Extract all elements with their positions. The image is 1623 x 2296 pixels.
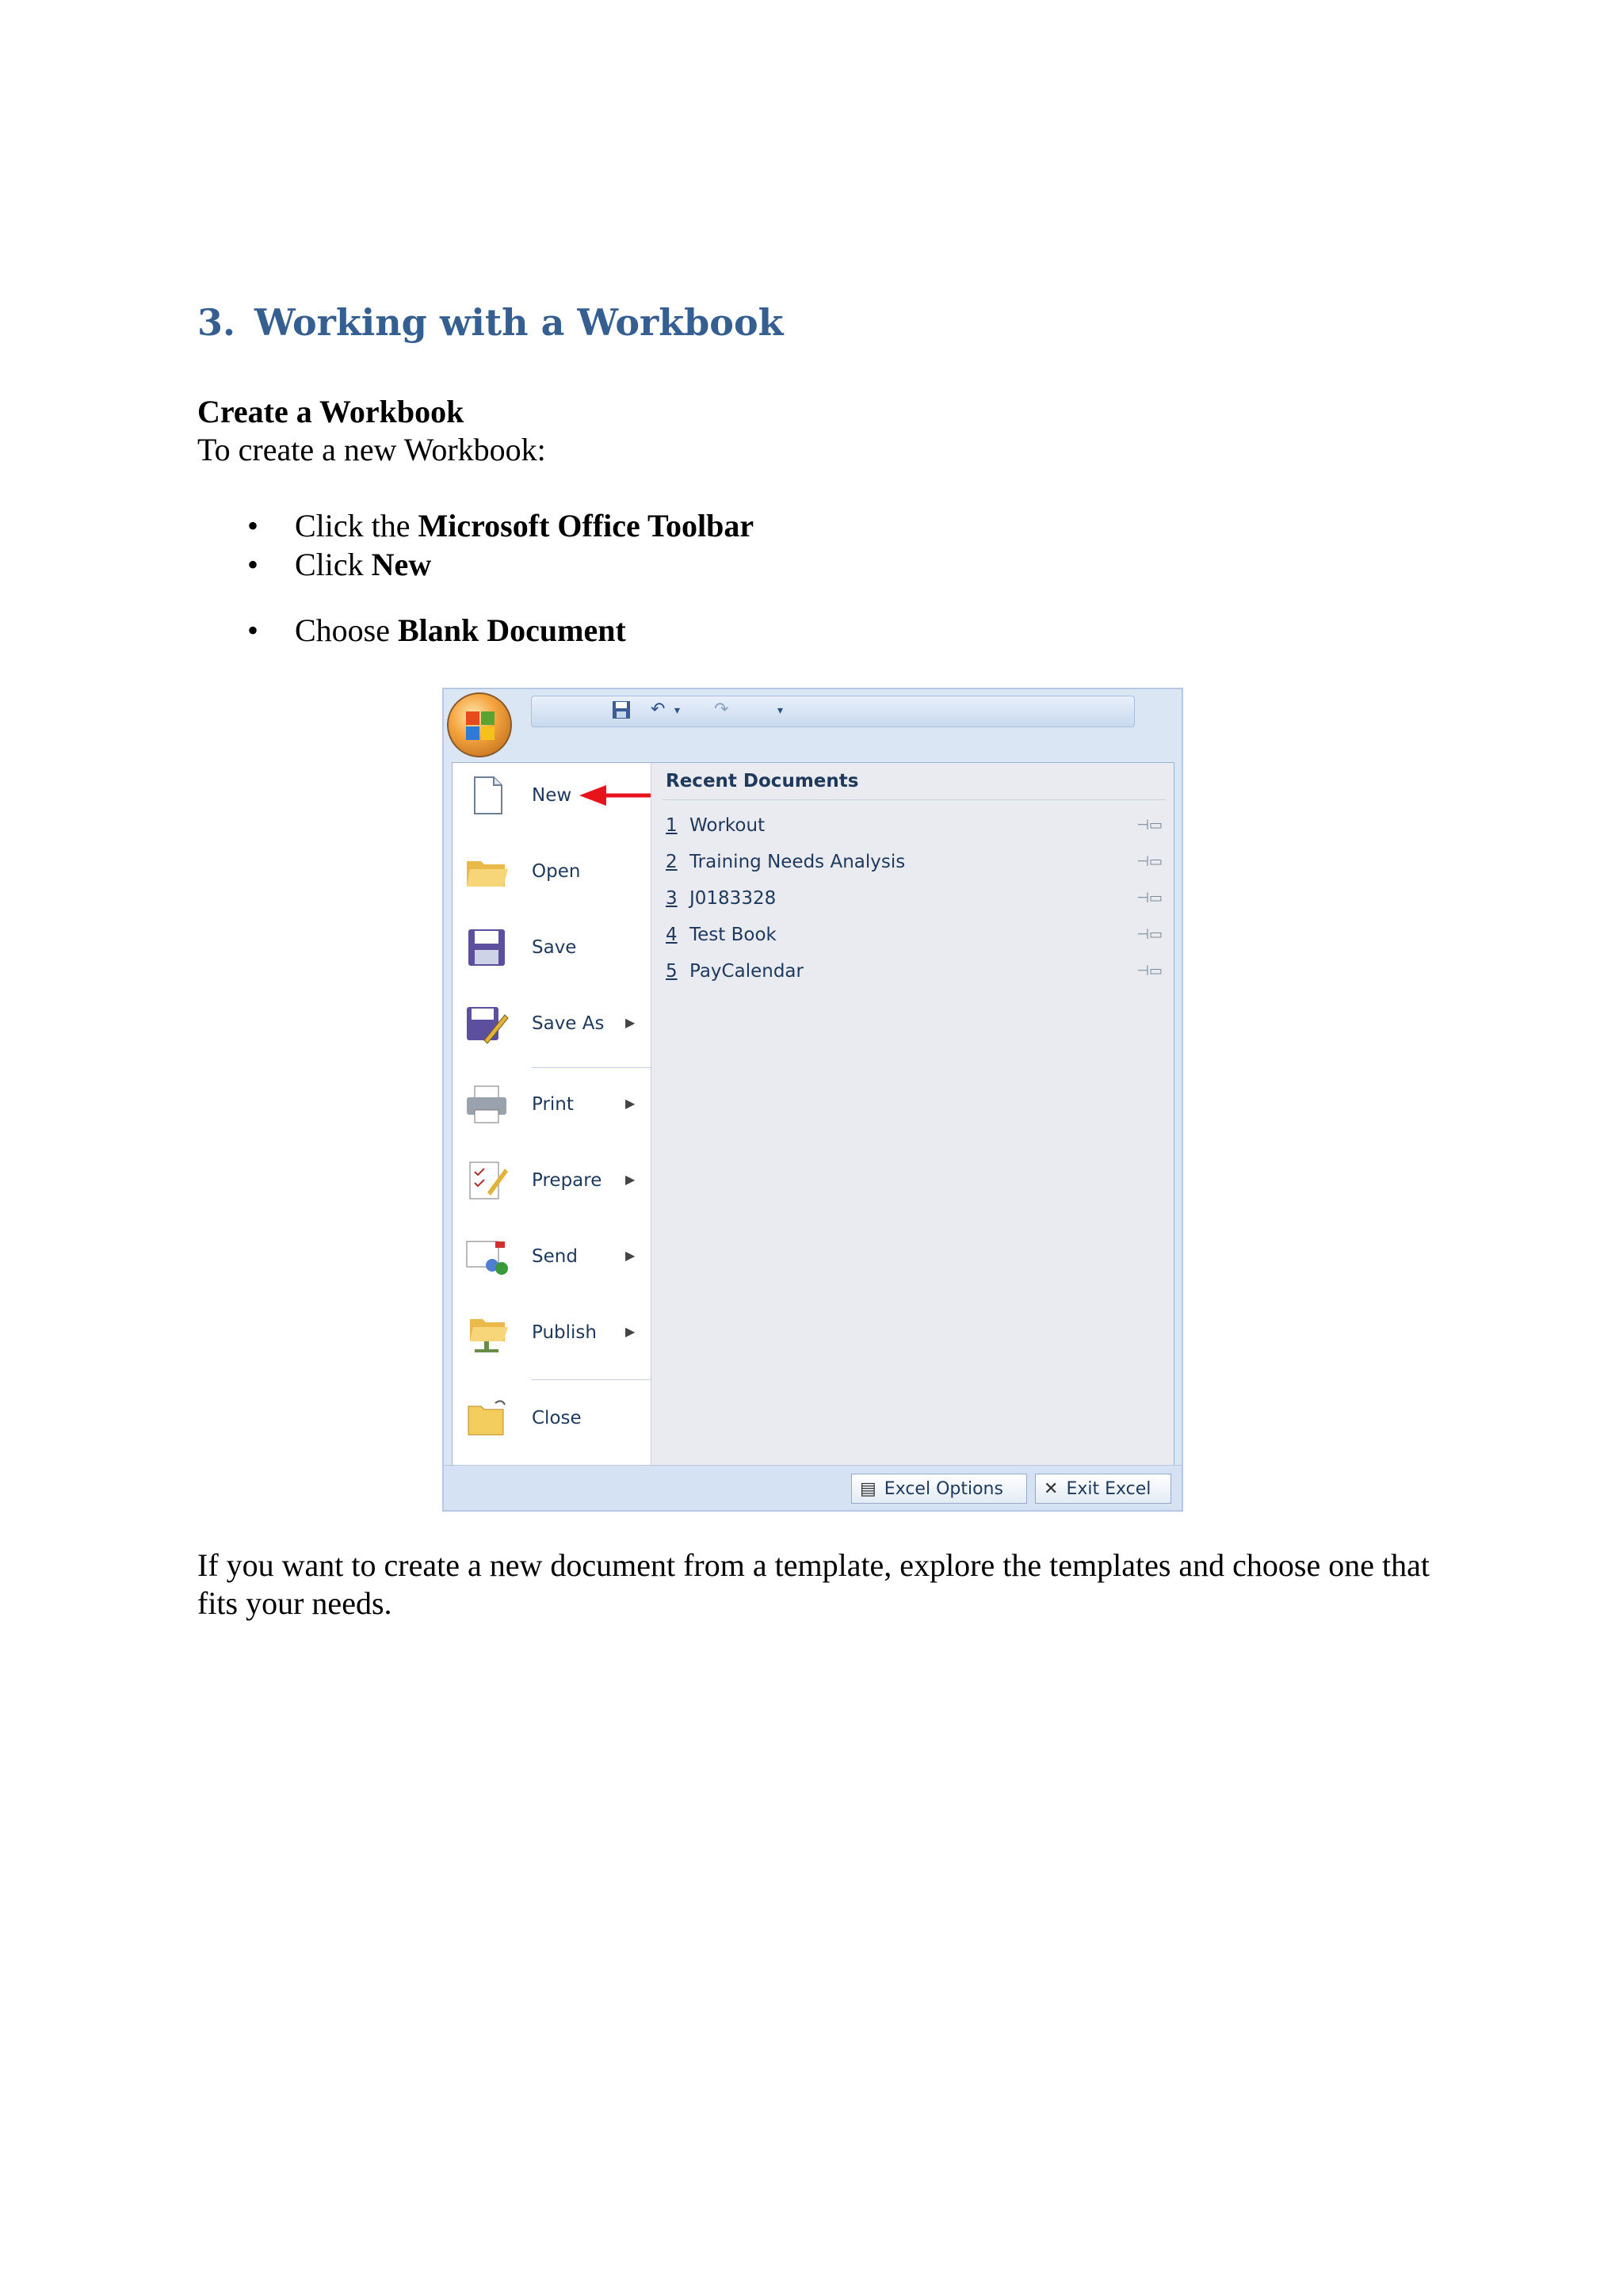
menu-separator [532,1379,651,1380]
section-heading [197,301,784,344]
menu-item-send[interactable] [453,1224,651,1287]
pin-icon[interactable]: ⊣▭ [1136,853,1163,870]
menu-item-label: New [532,785,572,806]
floppy-disk-icon [464,925,510,971]
menu-item-close[interactable] [453,1386,651,1449]
bullet-dot: • [247,547,259,582]
publish-icon [464,1310,510,1356]
bullet-bold: Blank Document [398,612,626,648]
bullet-prefix: Click [295,547,372,582]
customize-toolbar-icon[interactable]: ▾ [777,704,784,717]
send-icon [464,1234,510,1280]
menu-item-prepare[interactable] [453,1148,651,1211]
menu-item-print[interactable] [453,1072,651,1135]
quick-access-toolbar [531,696,1135,727]
subsection-title: Create a Workbook [197,394,464,429]
submenu-arrow-icon: ▶ [625,1015,636,1030]
save-icon[interactable] [611,700,632,725]
redo-icon[interactable]: ↷ [714,700,729,719]
menu-item-label: Save As [532,1013,605,1034]
office-button[interactable] [447,692,512,757]
menu-item-label: Publish [532,1322,597,1343]
pin-icon[interactable]: ⊣▭ [1136,963,1163,979]
bullet-prefix: Click the [295,508,418,543]
undo-dropdown-icon[interactable]: ▾ [674,704,681,717]
pin-icon[interactable]: ⊣▭ [1136,817,1163,833]
menu-item-open[interactable] [453,839,651,902]
menu-item-publish[interactable] [453,1300,651,1363]
menu-item-save-as[interactable] [453,991,651,1055]
recent-document-item[interactable]: 4 Test Book [666,925,777,945]
menu-item-label: Save [532,937,577,958]
submenu-arrow-icon: ▶ [625,1096,636,1111]
recent-document-item[interactable]: 3 J0183328 [666,888,777,909]
office-menu [452,762,1174,1467]
menu-item-label: Close [532,1408,582,1428]
menu-footer [444,1465,1182,1510]
recent-document-item[interactable]: 2 Training Needs Analysis [666,852,906,872]
exit-excel-button[interactable]: ✕ Exit Excel [1035,1474,1171,1504]
recent-documents-panel [651,763,1174,1466]
submenu-arrow-icon: ▶ [625,1324,636,1339]
bullet-dot: • [247,612,259,648]
intro-text: To create a new Workbook: [197,432,546,467]
heading-title: Working with a Workbook [254,301,784,344]
open-folder-icon [464,849,510,894]
prepare-icon [464,1158,510,1203]
save-as-icon [464,1001,510,1047]
menu-item-label: Open [532,861,581,882]
bullet-prefix: Choose [295,612,398,648]
recent-documents-title: Recent Documents [666,771,859,791]
recent-documents-divider [663,799,1166,800]
menu-item-label: Send [532,1246,578,1267]
new-document-icon [464,772,510,818]
submenu-arrow-icon: ▶ [625,1248,636,1263]
close-folder-icon [464,1395,510,1441]
recent-document-item[interactable]: 1 Workout [666,815,766,836]
menu-item-label: Print [532,1094,574,1115]
recent-document-item[interactable]: 5 PayCalendar [666,961,804,982]
menu-item-save[interactable] [453,915,651,978]
pin-icon[interactable]: ⊣▭ [1136,890,1163,906]
excel-options-button[interactable]: ▤ Excel Options [851,1474,1027,1504]
printer-icon [464,1081,510,1127]
closing-paragraph: If you want to create a new document from a template, explore the templates and choose one that fits your needs. [197,1547,1430,1621]
office-logo-icon [464,710,496,742]
pin-icon[interactable]: ⊣▭ [1136,926,1163,943]
bullet-dot: • [247,508,259,543]
bullet-bold: New [371,547,432,582]
heading-number: 3. [197,301,236,344]
menu-item-label: Prepare [532,1170,602,1191]
options-icon: ▤ [860,1479,876,1499]
submenu-arrow-icon: ▶ [625,1172,636,1187]
undo-icon[interactable]: ↶ [651,700,666,719]
bullet-bold: Microsoft Office Toolbar [418,508,754,543]
close-icon: ✕ [1044,1479,1059,1499]
menu-commands [453,763,651,1466]
office-menu-screenshot [442,688,1183,1512]
menu-separator [532,1067,651,1068]
